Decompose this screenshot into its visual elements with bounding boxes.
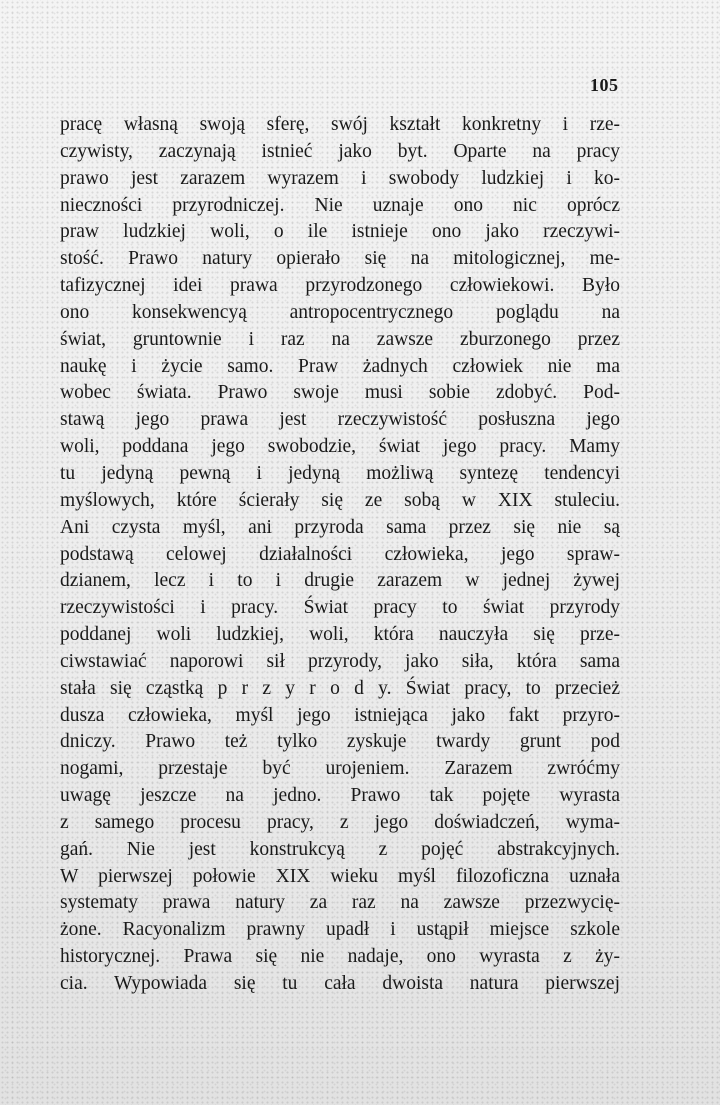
text-line: rzeczywistości i pracy. Świat pracy to świat przyrody: [60, 597, 620, 619]
text-line: stawą jego prawa jest rzeczywistość posłuszna jego: [60, 409, 620, 431]
text-line: tafizycznej idei prawa przyrodzonego człowiekowi. Było: [60, 275, 620, 297]
text-line: cia. Wypowiada się tu cała dwoista natura pierwszej: [60, 973, 620, 994]
text-line: wobec świata. Prawo swoje musi sobie zdobyć. Pod-: [60, 382, 620, 404]
text-line: prawo jest zarazem wyrazem i swobody ludzkiej i ko-: [60, 167, 620, 189]
text-line: W pierwszej połowie XIX wieku myśl filozoficzna uznała: [60, 865, 620, 887]
text-line: pracę własną swoją sferę, swój kształt konkretny i rze-: [60, 114, 620, 135]
text-line: podstawą celowej działalności człowieka, jego spraw-: [60, 543, 620, 565]
text-line: nieczności przyrodniczej. Nie uznaje ono nic oprócz: [60, 194, 620, 216]
text-line: woli, poddana jego swobodzie, świat jego pracy. Mamy: [60, 436, 620, 458]
text-line: świat, gruntownie i raz na zawsze zburzonego przez: [60, 328, 620, 350]
text-line: nogami, przestaje być urojeniem. Zarazem zwróćmy: [60, 758, 620, 780]
text-line: historycznej. Prawa się nie nadaje, ono wyrasta z ży-: [60, 946, 620, 968]
text-line: dzianem, lecz i to i drugie zarazem w jednej żywej: [60, 570, 620, 592]
text-line: poddanej woli ludzkiej, woli, która nauczyła się prze-: [60, 624, 620, 646]
text-line: myślowych, które ścierały się ze sobą w XIX stuleciu.: [60, 489, 620, 511]
text-line: stość. Prawo natury opierało się na mitologicznej, me-: [60, 248, 620, 270]
page-number: 105: [590, 75, 619, 95]
text-line: dniczy. Prawo też tylko zyskuje twardy grunt pod: [60, 731, 620, 753]
text-line: dusza człowieka, myśl jego istniejąca jako fakt przyro-: [60, 704, 620, 726]
text-line: systematy prawa natury za raz na zawsze przezwycię-: [60, 892, 620, 914]
text-line: Ani czysta myśl, ani przyroda sama przez się nie są: [60, 516, 620, 538]
text-line: ciwstawiać naporowi sił przyrody, jako siła, która sama: [60, 650, 620, 672]
text-line: żone. Racyonalizm prawny upadł i ustąpił miejsce szkole: [60, 919, 620, 941]
text-line: uwagę jeszcze na jedno. Prawo tak pojęte wyrasta: [60, 785, 620, 807]
text-line: tu jedyną pewną i jedyną możliwą syntezę tendencyi: [60, 462, 620, 484]
text-line: praw ludzkiej woli, o ile istnieje ono jako rzeczywi-: [60, 221, 620, 243]
text-line: z samego procesu pracy, z jego doświadczeń, wyma-: [60, 811, 620, 833]
text-line: stała się cząstką p r z y r o d y. Świat pracy, to przecież: [60, 677, 620, 699]
text-line: ono konsekwencyą antropocentrycznego poglądu na: [60, 301, 620, 323]
text-line: czywisty, zaczynają istnieć jako byt. Oparte na pracy: [60, 140, 620, 162]
body-text: [60, 112, 620, 998]
text-line: naukę i życie samo. Praw żadnych człowiek nie ma: [60, 355, 620, 377]
text-line: gań. Nie jest konstrukcyą z pojęć abstrakcyjnych.: [60, 838, 620, 860]
